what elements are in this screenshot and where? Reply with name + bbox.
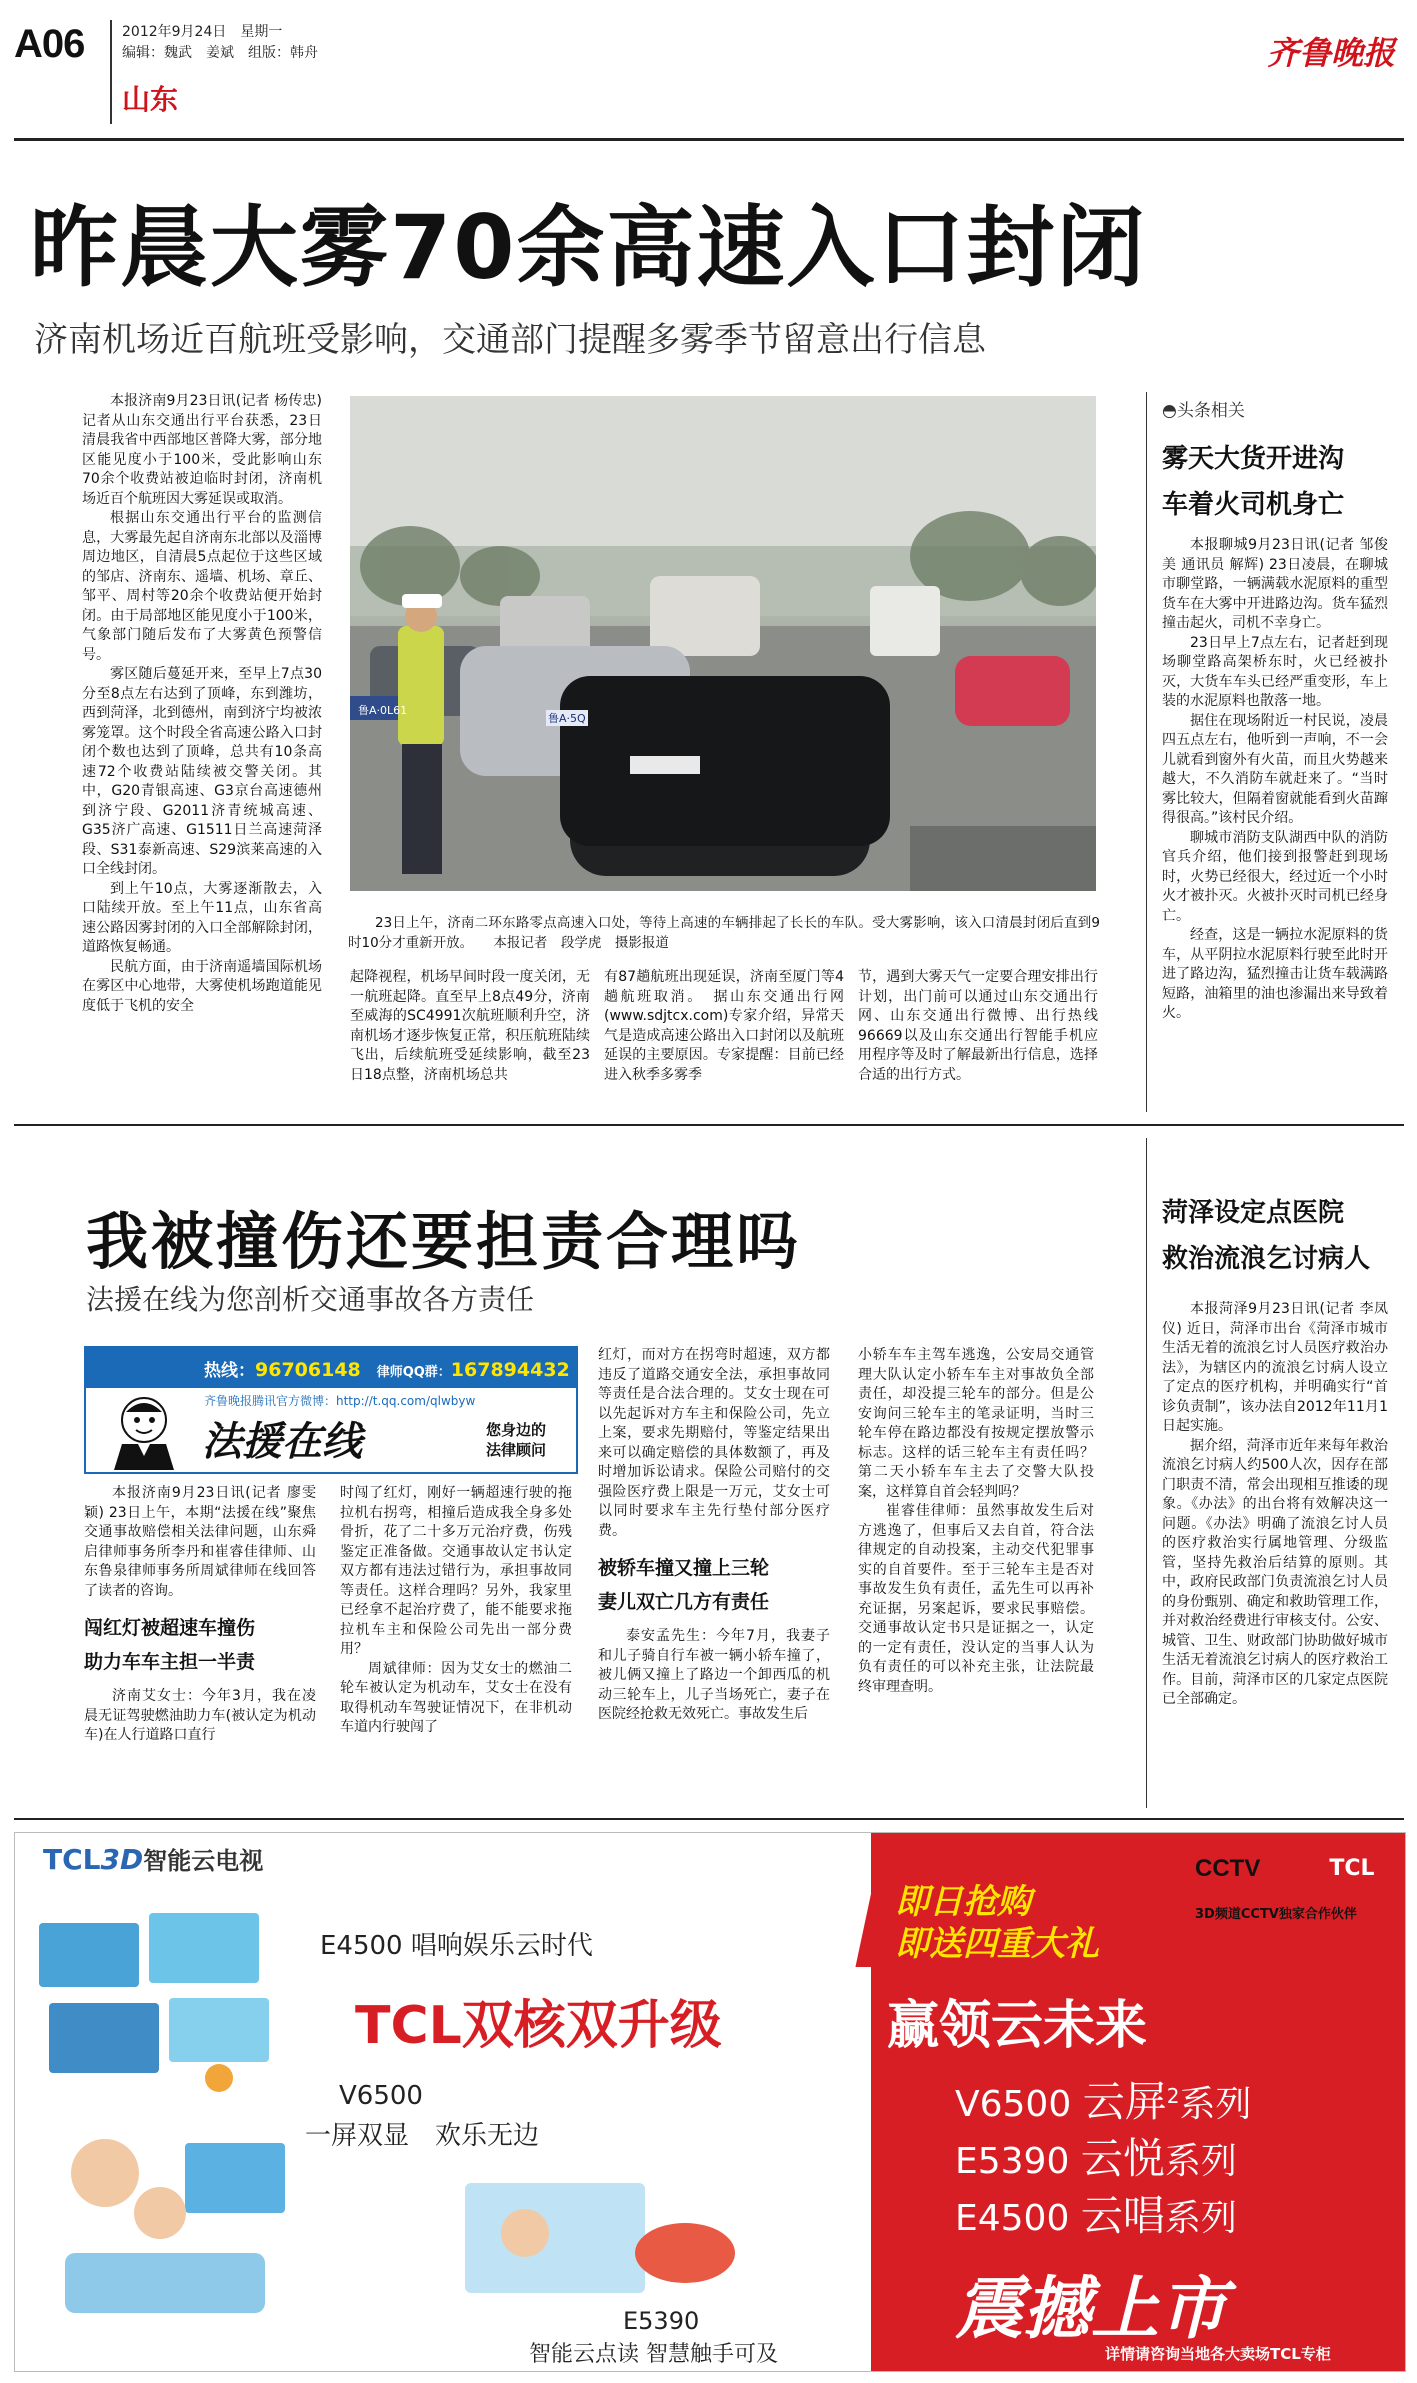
- promo-line-1: 即日抢购: [895, 1882, 1031, 1922]
- sidebar2-headline-1: 菏泽设定点医院: [1162, 1198, 1345, 1228]
- sidebar1-body: [1162, 536, 1388, 1024]
- lead-para: 本报济南9月23日讯(记者 杨传忠) 记者从山东交通出行平台获悉，23日清晨我省中西部地区普降大雾，部分地区能见度小于100米，受此影响山东70余个收费站被迫临时封闭，济南机场近百个航班因大雾延误或取消。: [82, 393, 322, 507]
- header-editors: 编辑：魏武 姜斌 组版：韩舟: [122, 45, 318, 61]
- v6500-title: V6500: [339, 2081, 423, 2111]
- sidebar-divider: [1146, 392, 1147, 1112]
- second-para: 本报济南9月23日讯(记者 廖雯颖) 23日上午，本期“法援在线”聚焦交通事故赔偿相关法律问题，山东舜启律师事务所李丹和崔睿佳律师、山东鲁泉律师事务所周斌律师在线回答了读者的咨询。: [84, 1485, 316, 1599]
- series-model: E4500: [955, 2198, 1070, 2239]
- second-para: 崔睿佳律师：虽然事故发生后对方逃逸了，但事后又去自首，符合法律规定的自动投案，主动交代犯罪事实的自首要件。至于三轮车主是否对事故发生负有责任，孟先生可以再补充证据，另案起诉，要求民事赔偿。交通事故认定书只是证据之一，认定的一定有责任，没认定的当事人认为负有责任的可以补充主张，让法院最终审理查明。: [858, 1503, 1094, 1695]
- section-rule: [14, 1124, 1404, 1126]
- series-cloud: 云屏: [1082, 2077, 1167, 2126]
- tcl-badge: TCL: [1315, 1849, 1389, 1889]
- ad-brand-line: [43, 1841, 263, 1876]
- sidebar1-para: 23日早上7点左右，记者赶到现场聊堂路高架桥东时，火已经被扑灭，大货车车头已经严重变形，车上装的水泥原料也散落一地。: [1162, 634, 1388, 709]
- series-item: [955, 2069, 1251, 2132]
- legal-aid-banner: [84, 1346, 578, 1474]
- series-suffix: 系列: [1179, 2084, 1252, 2125]
- second-subhead-2b: 妻儿双亡几方有责任: [598, 1591, 770, 1613]
- second-column-2: [340, 1484, 572, 1738]
- lead-column-2: 起降视程，机场早间时段一度关闭，无一航班起降。直至早上8点49分，济南至威海的SC4991次航班顺利升空，济南机场才逐步恢复正常，积压航班陆续飞出，后续航班受延续影响，截至23日18点整，济南机场总共: [350, 969, 590, 1083]
- banner-slogan-2: 法律顾问: [486, 1441, 547, 1459]
- series-item: [955, 2189, 1251, 2246]
- series-model: E5390: [955, 2141, 1070, 2182]
- series-list: [955, 2069, 1251, 2246]
- traffic-jam-illustration: [350, 396, 1096, 891]
- banner-slogan-1: 您身边的: [486, 1421, 547, 1439]
- tv-cluster-illustration: [29, 1903, 279, 2103]
- banner-slogan: [486, 1420, 546, 1460]
- lead-photo: [350, 396, 1096, 891]
- ad-red-slogan: 赢领云未来: [887, 1996, 1148, 2056]
- lawyer-cartoon-icon: [92, 1390, 196, 1470]
- ad-brand-tv: 智能云电视: [143, 1847, 264, 1875]
- second-para: 泰安孟先生：今年7月，我妻子和儿子骑自行车被一辆小轿车撞了，被儿俩又撞上了路边一个卸西瓜的机动三轮车上，儿子当场死亡，妻子在医院经抢救无效死亡。事故发生后: [598, 1628, 830, 1722]
- v6500-desc: 一屏双显 欢乐无边: [305, 2121, 540, 2151]
- sidebar2-headline: [1162, 1190, 1370, 1282]
- lead-headline: 昨晨大雾70余高速入口封闭: [30, 196, 1147, 299]
- qq-label: 律师QQ群：: [376, 1365, 451, 1380]
- promo-line-2: 即送四重大礼: [895, 1924, 1099, 1964]
- sidebar2-headline-2: 救治流浪乞讨病人: [1162, 1244, 1371, 1274]
- ad-brand: TCL: [43, 1843, 101, 1876]
- sidebar1-para: 据住在现场附近一村民说，凌晨四五点左右，他听到一声响，不一会儿就看到窗外有火苗，而且火势越来越大，不久消防车就赶来了。“当时雾比较大，但隔着窗就能看到火苗蹿得很高。”该村民介绍。: [1162, 712, 1388, 826]
- second-para: 周斌律师：因为艾女士的燃油二轮车被认定为机动车，艾女士在没有取得机动车驾驶证情况下，在非机动车道内行驶闯了: [340, 1660, 572, 1735]
- sidebar2-body: [1162, 1300, 1388, 1710]
- second-column-1: [84, 1484, 316, 1746]
- family-tv-illustration: [35, 2103, 295, 2323]
- second-subhead-2a: 被轿车撞又撞上三轮: [598, 1557, 770, 1579]
- sidebar1-headline-1: 雾天大货开进沟: [1162, 444, 1345, 474]
- lead-para: 根据山东交通出行平台的监测信息，大雾最先起自济南东北部以及淄博周边地区，自清晨5点起位于这些区域的邹店、济南东、遥墙、机场、章丘、邹平、周村等20余个收费站便开始封闭。由于局部地区能见度小于100米，气象部门随后发布了大雾黄色预警信号。: [82, 510, 322, 663]
- series-sup: 2: [1166, 2084, 1180, 2108]
- circle-icon: ◓: [1162, 401, 1177, 421]
- series-cloud: 云唱: [1080, 2191, 1165, 2240]
- cctv-logo: CCTV: [1195, 1855, 1261, 1882]
- newspaper-logo: 齐鲁晚报: [1266, 34, 1395, 72]
- lead-para: 雾区随后蔓延开来，至早上7点30分至8点左右达到了顶峰，东到潍坊，西到菏泽，北到德州，南到济宁均被浓雾笼罩。这个时段全省高速公路入口封闭个数也达到了顶峰，总共有10条高速72个收费站陆续被交警关闭。其中，G20青银高速、G3京台高速德州到济宁段、G2011济青统城高速、G35济广高速、G1511日兰高速菏泽段、S31泰新高速、S29滨莱高速的入口全线封闭。: [82, 666, 322, 877]
- sidebar2-para: 据介绍，菏泽市近年来每年救治流浪乞讨病人约500人次，因存在部门职责不清，常会出现相互推诿的现象。《办法》的出台将有效解决这一问题。《办法》明确了流浪乞讨人员的医疗救治实行属地管理、分级监管，坚持先救治后结算的原则。其中，政府民政部门负责流浪乞讨人员的身份甄别、确定和救助管理工作，并对救治经费进行审核支付。公安、城管、卫生、财政部门协助做好城市生活无着流浪乞讨病人的医疗救治工作。目前，菏泽市区的几家定点医院已全部确定。: [1162, 1437, 1388, 1707]
- hotline-label: 热线：: [204, 1361, 255, 1381]
- banner-brand: 法援在线: [202, 1419, 362, 1465]
- second-subhead-1a: 闯红灯被超速车撞伤: [84, 1617, 256, 1639]
- series-cloud: 云悦: [1080, 2134, 1165, 2183]
- police-car-plate: 鲁A·0L61: [358, 704, 408, 717]
- page-number: A06: [14, 22, 85, 66]
- e5390-title: E5390: [623, 2307, 700, 2335]
- qq-number: 167894432: [450, 1359, 570, 1381]
- ad-e4500-line: E4500 唱响娱乐云时代: [320, 1931, 593, 1961]
- header-date: 2012年9月24日 星期一: [122, 24, 283, 40]
- header-divider: [110, 20, 112, 124]
- second-headline: 我被撞伤还要担责合理吗: [86, 1205, 802, 1278]
- sidebar1-headline-2: 车着火司机身亡: [1162, 490, 1345, 520]
- sidebar1-headline: [1162, 436, 1344, 528]
- lead-column-3: 有87趟航班出现延误，济南至厦门等4趟航班取消。 据山东交通出行网(www.sdjtcx.com)专家介绍，异常天气是造成高速公路出入口封闭以及航班延误的主要原因。专家提醒：目前已经进入秋季多雾季: [604, 969, 844, 1083]
- lead-column-1: [82, 392, 322, 1016]
- photo-caption: 23日上午，济南二环东路零点高速入口处，等待上高速的车辆排起了长长的车队。受大雾影响，该入口清晨封闭后直到9时10分才重新开放。 本报记者 段学虎 摄影报道: [348, 915, 1100, 951]
- ad-brand-3d: 3D: [100, 1843, 144, 1876]
- banner-weibo: 齐鲁晚报腾讯官方微博：http://t.qq.com/qlwbyw: [204, 1394, 476, 1408]
- ad-main-slogan: TCL双核双升级: [355, 1996, 722, 2056]
- kids-tv-illustration: [445, 2153, 745, 2323]
- header-rule: [14, 138, 1404, 141]
- banner-hotline: [204, 1356, 570, 1381]
- sidebar2-divider: [1146, 1138, 1147, 1808]
- car-plate: 鲁A·5Q: [548, 712, 586, 725]
- lead-para: 民航方面，由于济南遥墙国际机场在雾区中心地带，大雾使机场跑道能见度低于飞机的安全: [82, 958, 322, 1014]
- sidebar1-para: 经查，这是一辆拉水泥原料的货车，从平阴拉水泥原料行驶至此时开进了路边沟，猛烈撞击让货车载满路短路，油箱里的油也渗漏出来导致着火。: [1162, 927, 1388, 1021]
- partner-text: 3D频道CCTV独家合作伙伴: [1195, 1907, 1357, 1922]
- series-item: [955, 2132, 1251, 2189]
- series-suffix: 系列: [1164, 2141, 1237, 2182]
- second-subheadline: 法援在线为您剖析交通事故各方责任: [86, 1283, 535, 1316]
- second-para: 济南艾女士：今年3月，我在凌晨无证驾驶燃油助力车(被认定为机动车)在人行道路口直行: [84, 1688, 316, 1743]
- section-name: 山东: [122, 83, 179, 116]
- promo-text: [895, 1881, 1099, 1965]
- lead-para: 到上午10点，大雾逐渐散去，入口陆续开放。至上午11点，山东省高速公路因雾封闭的入口全部解除封闭，道路恢复畅通。: [82, 880, 322, 955]
- header-meta: [122, 22, 318, 64]
- sidebar1-para: 本报聊城9月23日讯(记者 邹俊美 通讯员 解辉) 23日凌晨，在聊城市聊堂路，一辆满载水泥原料的重型货车在大雾中开进路边沟。货车猛烈撞击起火，司机不幸身亡。: [1162, 537, 1388, 631]
- second-para: 红灯，而对方在拐弯时超速，双方都违反了道路交通安全法，承担事故同等责任是合法合理的。艾女士现在可以先起诉对方车主和保险公司，先立上案，要求先期赔付，等鉴定结果出来可以确定赔偿的具体数额了，再及时增加诉讼请求。保险公司赔付的交强险医疗费上限是一万元，艾女士可以同时要求车主先行垫付部分医疗费。: [598, 1347, 830, 1539]
- lead-subheadline: 济南机场近百航班受影响，交通部门提醒多雾季节留意出行信息: [34, 320, 986, 360]
- second-para: 小轿车车主驾车逃逸，公安局交通管理大队认定小轿车车主对事故负全部责任，却没提三轮车的部分。但是公安询问三轮车主的笔录证明，当时三轮车停在路边都没有按规定摆放警示标志。这样的话三轮车主有责任吗？第二天小轿车车主去了交警大队投案，这样算自首会轻判吗？: [858, 1347, 1094, 1500]
- series-suffix: 系列: [1164, 2198, 1237, 2239]
- series-model: V6500: [955, 2084, 1072, 2125]
- ad-footer: 详情请咨询当地各大卖场TCL专柜: [1105, 2345, 1331, 2363]
- related-tag: [1162, 396, 1245, 421]
- second-column-3: [598, 1346, 830, 1725]
- second-subhead-1b: 助力车车主担一半责: [84, 1651, 256, 1673]
- lead-column-4: 节，遇到大雾天气一定要合理安排出行计划，出门前可以通过山东交通出行网、山东交通出行微博、出行热线96669以及山东交通出行智能手机应用程序等及时了解最新出行信息，选择合适的出行方式。: [858, 969, 1098, 1083]
- related-tag-label: 头条相关: [1176, 401, 1245, 421]
- sidebar1-para: 聊城市消防支队湖西中队的消防官兵介绍，他们接到报警赶到现场时，火势已经很大，经过近一个小时火才被扑灭。火被扑灭时司机已经身亡。: [1162, 829, 1388, 924]
- tcl-advertisement: [14, 1832, 1406, 2372]
- hotline-number: 96706148: [255, 1359, 361, 1381]
- second-para: 时闯了红灯，刚好一辆超速行驶的拖拉机右拐弯，相撞后造成我全身多处骨折，花了二十多万元治疗费，伤残鉴定正准备做。交通事故认定书认定双方都有违法过错行为，承担事故同等责任。这样合理吗？另外，我家里已经拿不起治疗费了，能不能要求拖拉机车主和保险公司先出一部分费用？: [340, 1485, 572, 1657]
- ad-rule: [14, 1818, 1404, 1820]
- second-column-4: [858, 1346, 1094, 1697]
- e5390-desc: 智能云点读 智慧触手可及: [529, 2342, 778, 2367]
- launch-text: 震撼上市: [955, 2270, 1228, 2349]
- sidebar2-para: 本报菏泽9月23日讯(记者 李凤仪) 近日，菏泽市出台《菏泽市城市生活无着的流浪乞讨人员医疗救治办法》，为辖区内的流浪乞讨病人设立了定点的医疗机构，并明确实行“首诊负责制”，该办法自2012年11月1日起实施。: [1162, 1301, 1388, 1434]
